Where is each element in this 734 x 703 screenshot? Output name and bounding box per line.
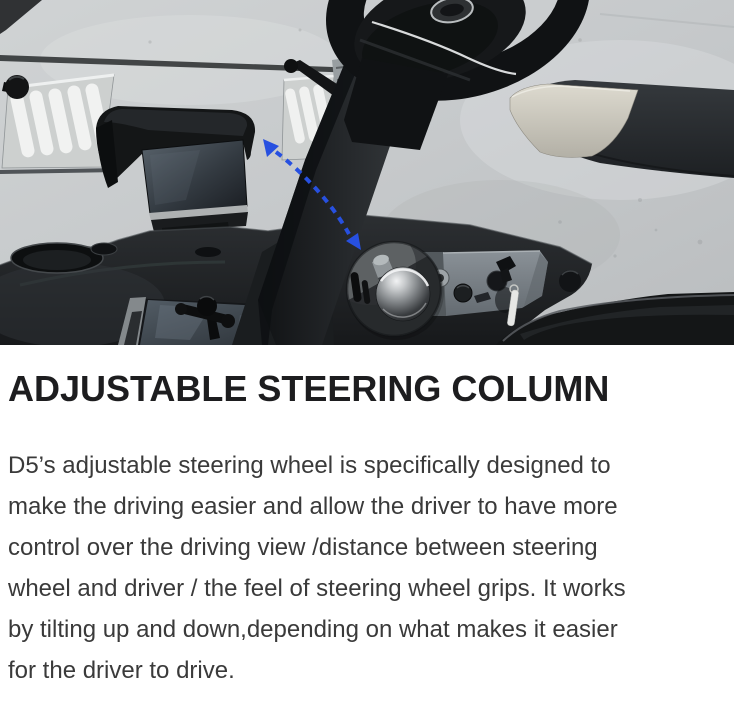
page-title: ADJUSTABLE STEERING COLUMN [8,368,610,409]
hero-image [0,0,734,345]
paragraph-line: make the driving easier and allow the driver to have more [8,493,618,520]
paragraph-line: by tilting up and down,depending on what makes it easier [8,616,618,643]
paragraph-line: D5’s adjustable steering wheel is specifically designed to [8,452,611,479]
paragraph-line: control over the driving view /distance between steering [8,534,598,561]
description-paragraph [0,445,734,691]
paragraph-line: wheel and driver / the feel of steering wheel grips. It works [8,575,626,602]
dash-vent [195,247,221,257]
paragraph-line: for the driver to drive. [8,657,235,684]
